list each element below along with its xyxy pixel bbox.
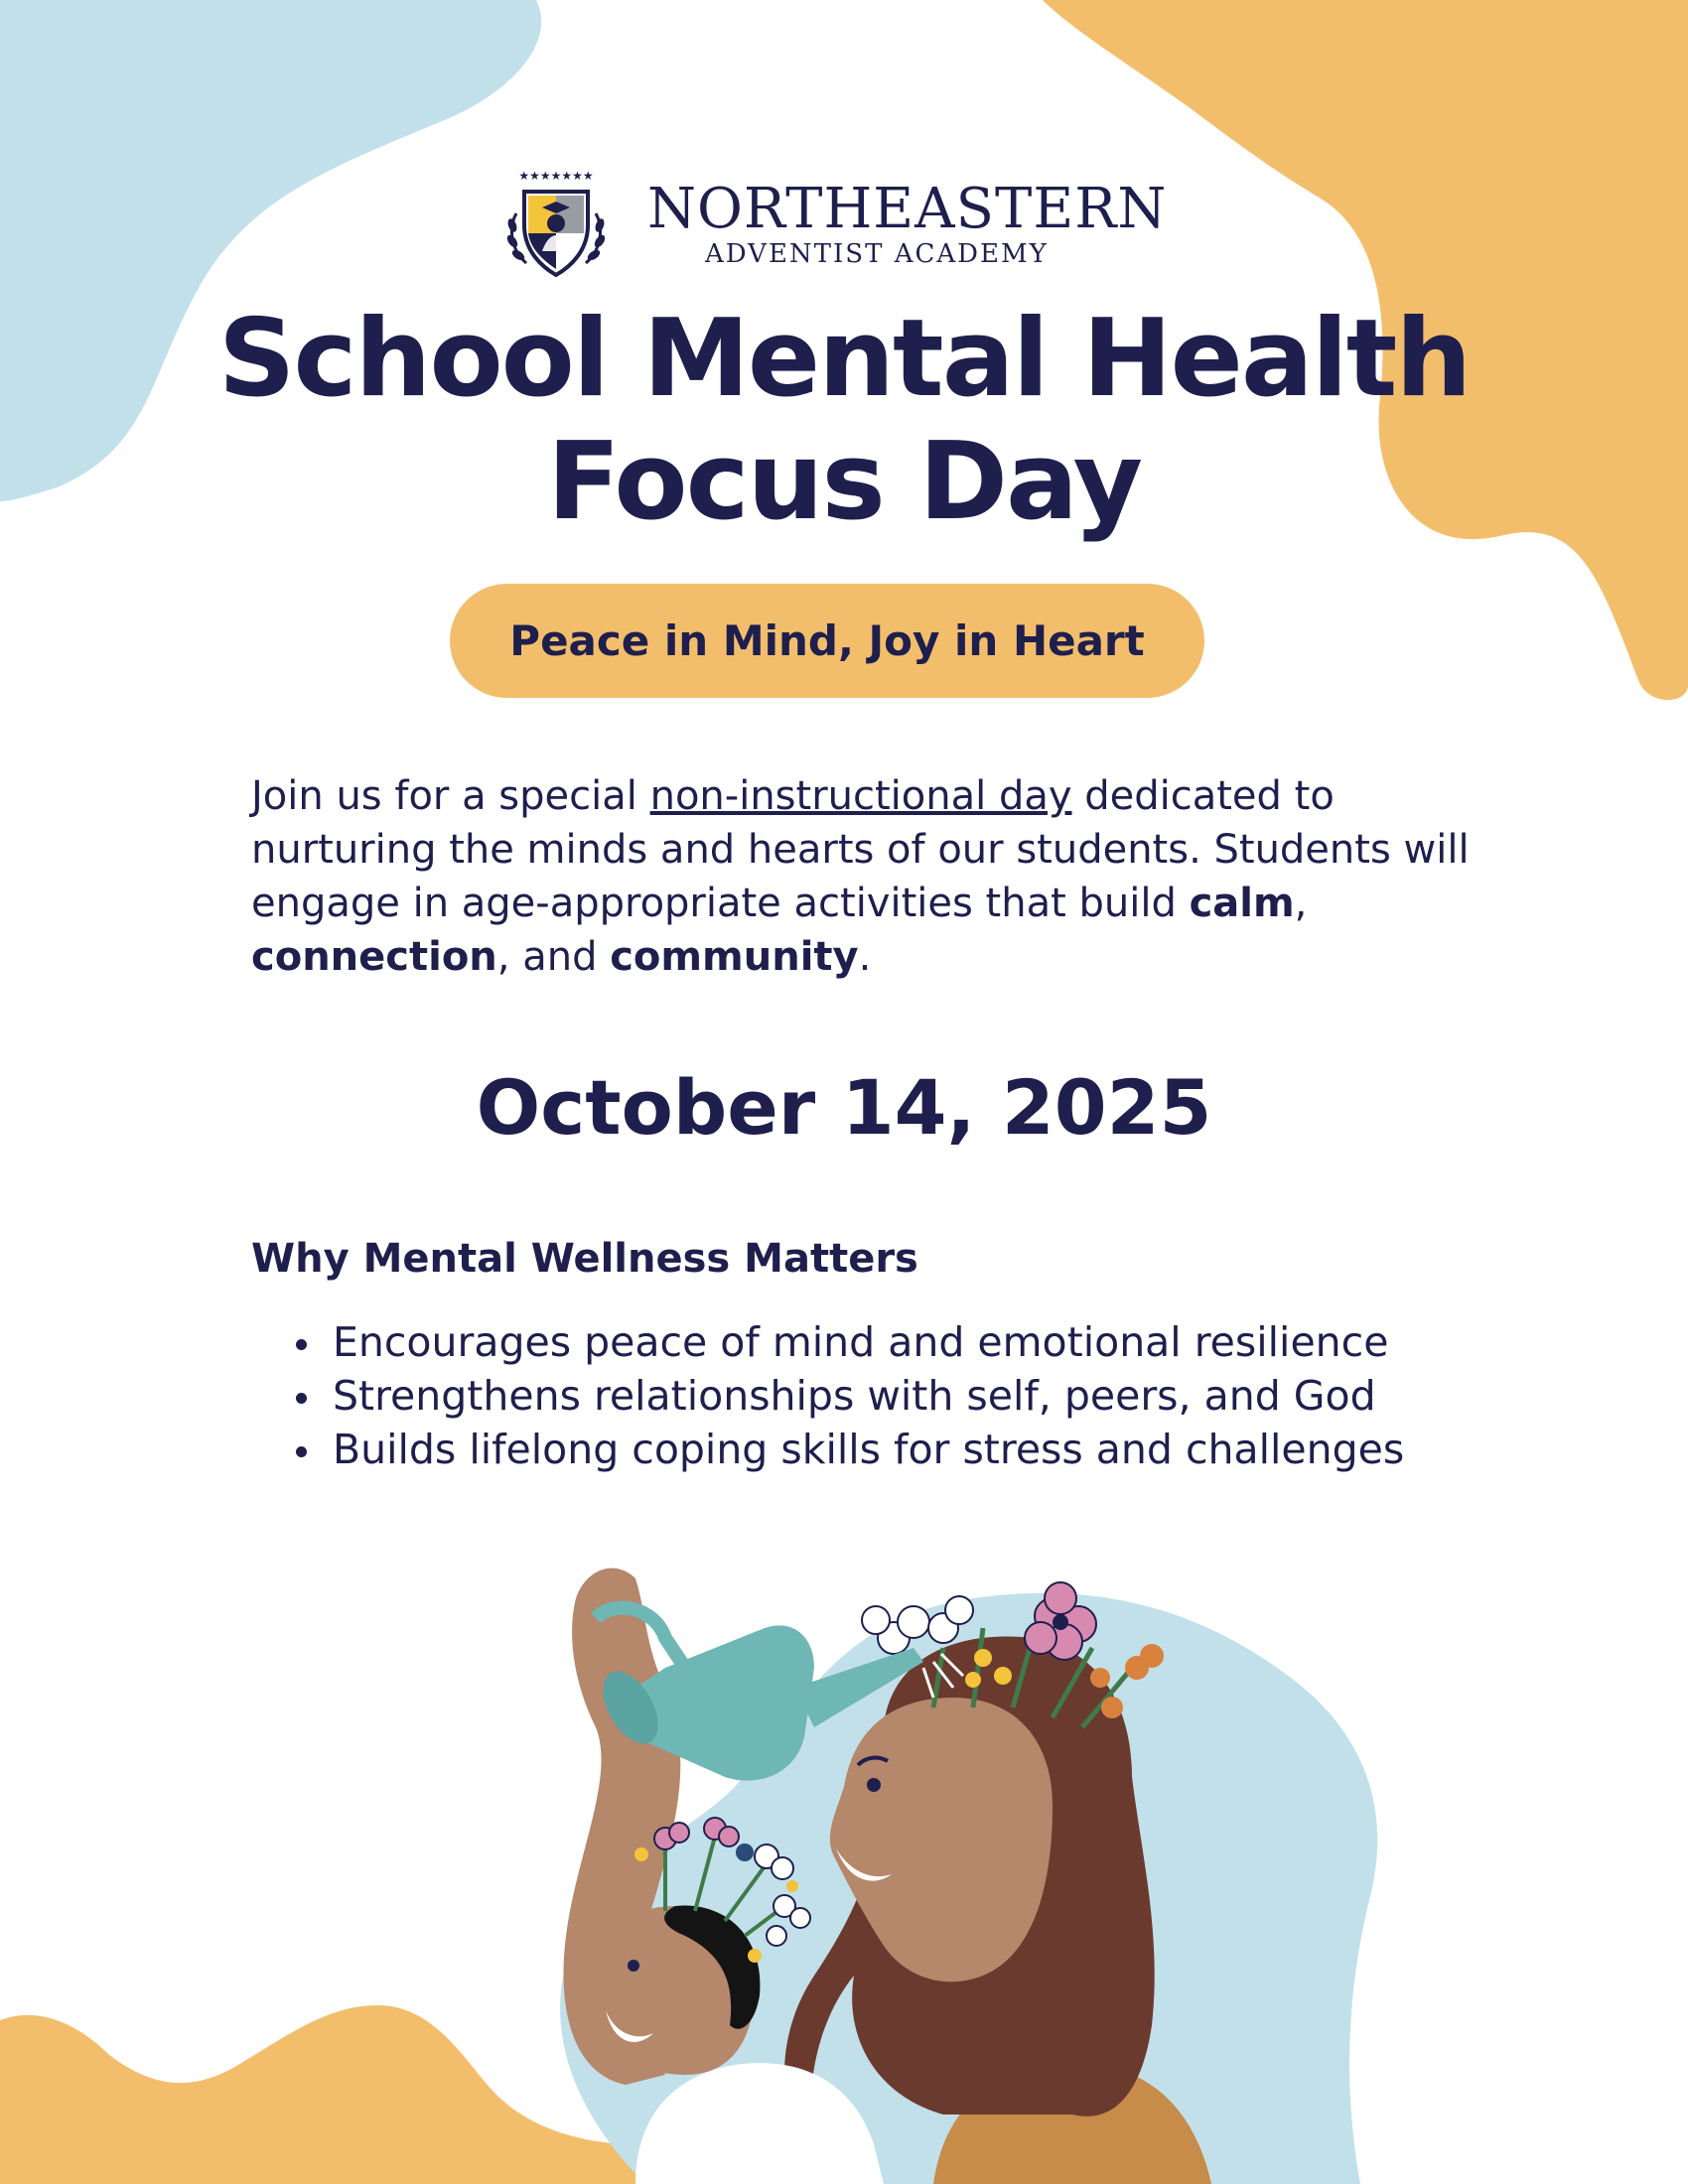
bullet-icon bbox=[296, 1339, 307, 1350]
intro-text-start: Join us for a special bbox=[251, 773, 650, 819]
page-title: School Mental Health Focus Day bbox=[217, 297, 1471, 544]
list-item bbox=[288, 1423, 1549, 1476]
shield-crest-icon bbox=[496, 164, 616, 283]
keyword-community: community bbox=[610, 934, 859, 980]
event-date: October 14, 2025 bbox=[476, 1063, 1212, 1152]
school-logo bbox=[496, 164, 1168, 283]
tagline-text: Peace in Mind, Joy in Heart bbox=[509, 616, 1145, 665]
bullet-icon bbox=[296, 1393, 307, 1404]
benefits-list bbox=[288, 1315, 1549, 1476]
list-item bbox=[288, 1369, 1549, 1423]
intro-text-end: . bbox=[858, 934, 872, 980]
school-subtitle: ADVENTIST ACADEMY bbox=[705, 239, 1049, 269]
tagline-badge bbox=[450, 584, 1204, 698]
list-item bbox=[288, 1315, 1549, 1369]
adult-eye bbox=[867, 1778, 881, 1792]
keyword-connection: connection bbox=[251, 934, 497, 980]
intro-separator-1: , bbox=[1294, 881, 1308, 926]
child-eye bbox=[628, 1960, 639, 1972]
non-instructional-day-text: non-instructional day bbox=[649, 773, 1072, 819]
why-heading: Why Mental Wellness Matters bbox=[251, 1236, 918, 1282]
intro-paragraph bbox=[251, 769, 1502, 984]
list-item-text: Strengthens relationships with self, peers, and God bbox=[333, 1372, 1376, 1420]
intro-text-middle: dedicated to nurturing the minds and hearts of our students. Students will engage in age-appropriate activities that build bbox=[251, 773, 1470, 926]
list-item-text: Encourages peace of mind and emotional resilience bbox=[333, 1318, 1389, 1366]
watering-flowers-illustration bbox=[516, 1559, 1688, 2184]
intro-separator-2: , and bbox=[496, 934, 611, 980]
school-name: NORTHEASTERN bbox=[647, 177, 1168, 241]
list-item-text: Builds lifelong coping skills for stress and challenges bbox=[333, 1426, 1405, 1473]
svg-text:★★★★★★★: ★★★★★★★ bbox=[518, 169, 594, 183]
bullet-icon bbox=[296, 1446, 307, 1457]
keyword-calm: calm bbox=[1189, 881, 1295, 926]
